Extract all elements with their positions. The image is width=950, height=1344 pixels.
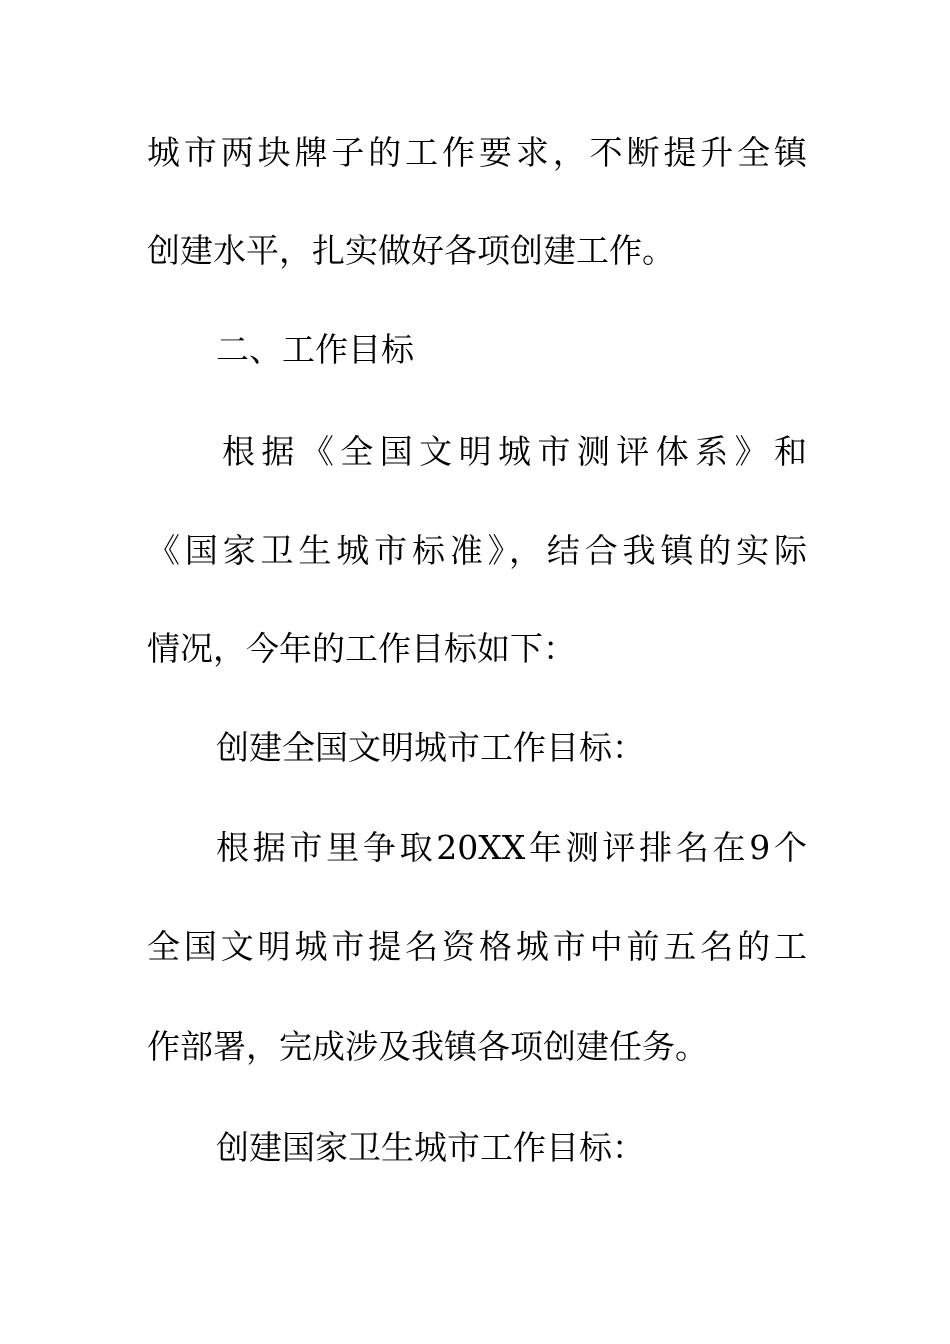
body-text-line: 创建水平，扎实做好各项创建工作。 — [147, 231, 675, 270]
body-text-line: 作部署，完成涉及我镇各项创建任务。 — [147, 1027, 708, 1066]
body-text-line: 情况，今年的工作目标如下： — [147, 629, 576, 668]
subheading: 创建全国文明城市工作目标： — [216, 728, 645, 767]
section-heading: 二、工作目标 — [216, 330, 414, 369]
body-text-line: 《国家卫生城市标准》，结合我镇的实际 — [147, 531, 807, 570]
body-text-line: 根据市里争取20XX年测评排名在9个 — [216, 828, 807, 867]
body-text-line: 全国文明城市提名资格城市中前五名的工 — [147, 927, 807, 966]
subheading: 创建国家卫生城市工作目标： — [216, 1128, 645, 1167]
body-text-line: 根据《全国文明城市测评体系》和 — [222, 432, 807, 471]
body-text-line: 城市两块牌子的工作要求，不断提升全镇 — [147, 133, 807, 172]
